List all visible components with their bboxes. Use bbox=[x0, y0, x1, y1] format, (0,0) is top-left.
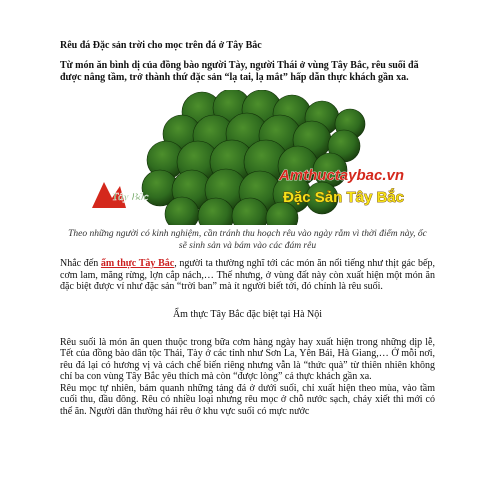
watermark-tagline: Đặc Sản Tây Bắc bbox=[283, 189, 404, 206]
logo-text: Tây Bắc bbox=[112, 191, 149, 203]
paragraph-body-1: Rêu suối là món ăn quen thuộc trong bữa cơm hàng ngày hay xuất hiện trong những dịp lễ, Tết của đồng bào dân tộc Thái, Tày ở các tỉnh như Sơn La, Yên Bái, Hà Giang,… Ở mỗi nơi, rêu đá lại có hương vị và cách chế biến riêng nhưng vẫn là “thức quà” từ thiên nhiên không chỉ ba con vùng Tây Bắc yêu thích mà còn “được lòng” cả thực khách gần xa. bbox=[60, 336, 435, 382]
tay-bac-logo bbox=[92, 182, 148, 208]
watermark-url: Amthuctaybac.vn bbox=[278, 167, 404, 184]
article-lead: Từ món ăn bình dị của đồng bào người Tày, người Thái ở vùng Tây Bắc, rêu suối đã được nâng tầm, trở thành thứ đặc sản “lạ tai, lạ mắt” hấp dẫn thực khách gần xa. bbox=[60, 60, 419, 83]
moss-photo-svg bbox=[82, 90, 412, 225]
paragraph-body-2: Rêu mọc tự nhiên, bám quanh những tảng đá ở dưới suối, chỉ xuất hiện theo mùa, vào tầm cuối thu, đầu đông. Rêu có nhiều loại nhưng rêu mọc ở chỗ nước sạch, chảy xiết thì mới có thể ăn. Người dân thường hái rêu ở khu vực suối có mực nước bbox=[60, 382, 435, 417]
moss-photo bbox=[82, 90, 412, 225]
intro-before: Nhắc đến bbox=[60, 258, 101, 269]
section-subheading: Ẩm thực Tây Bắc đặc biệt tại Hà Nội bbox=[172, 308, 323, 320]
article-title: Rêu đá Đặc sản trời cho mọc trên đá ở Tây Bắc bbox=[60, 40, 262, 51]
photo-caption: Theo những người có kinh nghiệm, cần tránh thu hoạch rêu vào ngày rằm vì thời điểm này, ốc sẽ sinh sản và bám vào các đám rêu bbox=[68, 229, 427, 251]
paragraph-intro bbox=[60, 258, 435, 293]
link-am-thuc-tay-bac[interactable]: ẩm thực Tây Bắc bbox=[100, 258, 175, 269]
intro-after: , người ta thường nghĩ tới các món ăn nổi tiếng như thịt gác bếp, cơm lam, măng rừng, lợn cắp nách,… Thế nhưng, ở vùng đất này còn xuất hiện một món ăn đặc biệt được ví như đặc sản “trời ban” mà ít người biết tới, đó chính là rêu suối. bbox=[60, 258, 435, 292]
article bbox=[60, 40, 435, 417]
